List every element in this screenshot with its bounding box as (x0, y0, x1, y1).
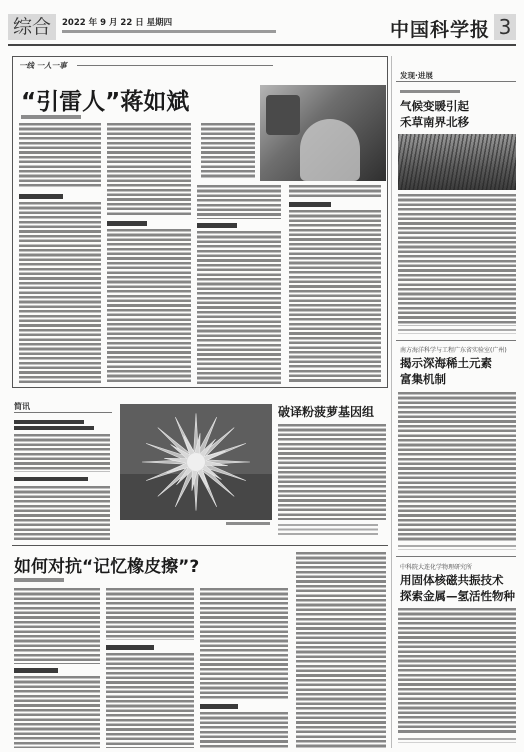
bottom-body (106, 653, 194, 748)
pineapple-photo (120, 404, 272, 520)
briefs-rule (14, 412, 112, 413)
section-label: 综合 (12, 16, 51, 38)
brief-body (14, 434, 110, 472)
middle-divider (12, 545, 388, 546)
right-item-source: 南方海洋科学与工程广东省实验室(广州) (400, 347, 507, 354)
right-item-body (398, 608, 516, 734)
bottom-body (200, 588, 288, 700)
right-item-paper-link (398, 545, 516, 550)
feature-paper-link (278, 524, 378, 536)
right-item-divider (396, 340, 516, 341)
lead-photo-caption (201, 123, 255, 179)
feature-body (278, 424, 386, 520)
right-item-paper-link (398, 738, 516, 743)
lead-byline (21, 115, 81, 119)
right-column-divider (391, 56, 392, 748)
lead-photo-equipment (266, 95, 300, 135)
lead-kicker-rule (77, 65, 273, 66)
right-item-headline: 用固体核磁共振技术 (400, 573, 504, 587)
right-item-headline: 气候变暖引起 (400, 99, 469, 113)
right-item-paper-link (398, 329, 516, 334)
bottom-body (14, 588, 100, 664)
lead-body (197, 185, 281, 219)
lead-body (289, 185, 381, 197)
right-kicker-rule (396, 81, 516, 82)
lead-subhead (107, 221, 147, 226)
section-label-box (8, 14, 56, 40)
editor-info-line (62, 30, 276, 33)
lead-body (19, 202, 101, 384)
issue-date: 2022 年 9 月 22 日 星期四 (62, 18, 173, 28)
bottom-headline: 如何对抗“记忆橡皮擦”? (14, 557, 200, 577)
lead-story (12, 56, 388, 388)
lead-subhead (197, 223, 237, 228)
right-item-divider (396, 556, 516, 557)
right-item-body (398, 392, 516, 542)
lead-headline: “引雷人”蒋如斌 (21, 89, 190, 115)
lead-body (107, 123, 191, 217)
right-item-body (398, 194, 516, 326)
feature-headline: 破译粉菠萝基因组 (278, 405, 375, 419)
right-item-headline: 揭示深海稀土元素 (400, 356, 492, 370)
lead-photo-figure (300, 119, 360, 181)
bottom-body (14, 676, 100, 748)
bottom-subhead (200, 704, 238, 709)
page-number-box (494, 14, 516, 40)
bottom-subhead (14, 668, 58, 673)
lead-kicker: 一线 一人一事 (19, 61, 67, 70)
bottom-subhead (106, 645, 154, 650)
brief-title (14, 420, 84, 424)
lead-subhead (289, 202, 331, 207)
brief-title (14, 477, 88, 481)
right-kicker: 发现·进展 (400, 71, 433, 80)
lead-body (19, 123, 101, 189)
grass-photo (398, 134, 516, 190)
right-item-source: 中科院大连化学物理研究所 (400, 564, 473, 571)
right-item-source (400, 90, 460, 93)
lead-photo (260, 85, 386, 181)
brief-body (14, 486, 110, 540)
lead-body (289, 210, 381, 384)
masthead: 中国科学报 (390, 19, 491, 41)
briefs-kicker: 简讯 (14, 402, 30, 411)
bottom-body (106, 588, 194, 640)
bottom-byline (14, 578, 64, 582)
lead-body (107, 229, 191, 384)
right-item-headline: 富集机制 (400, 372, 446, 386)
right-item-headline: 禾草南界北移 (400, 115, 469, 129)
page-number: 3 (498, 15, 512, 39)
right-item-headline: 探索金属—氢活性物种 (400, 589, 515, 603)
pineapple-core (187, 453, 205, 471)
lead-body (197, 231, 281, 384)
pineapple-photo-credit (226, 522, 270, 525)
brief-title (14, 426, 94, 430)
bottom-body (200, 712, 288, 748)
lead-subhead (19, 194, 63, 199)
bottom-body (296, 552, 386, 748)
header-rule (8, 44, 516, 46)
